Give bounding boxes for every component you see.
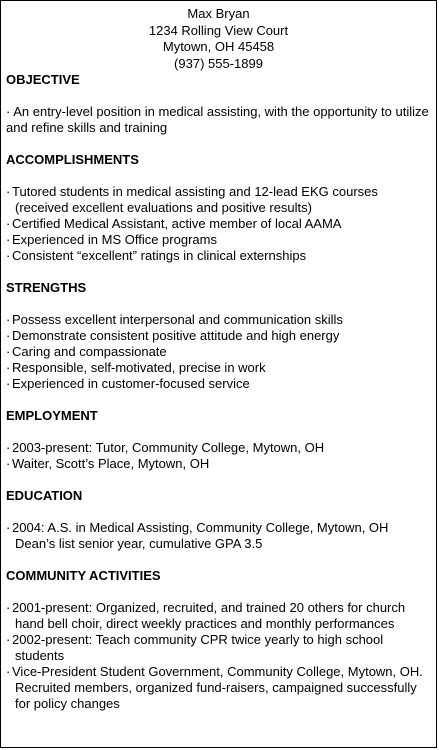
education-list bbox=[6, 520, 431, 552]
list-item: · Experienced in MS Office programs bbox=[6, 232, 217, 247]
section-title-community: COMMUNITY ACTIVITIES bbox=[6, 568, 161, 583]
section-education bbox=[1, 488, 436, 568]
list-item: · 2002-present: Teach community CPR twice yearly to high school students bbox=[6, 632, 384, 663]
list-item: · 2001-present: Organized, recruited, and trained 20 others for church hand bell choir, direct weekly practices and monthly performances bbox=[6, 600, 406, 631]
city-state-zip: Mytown, OH 45458 bbox=[162, 39, 275, 54]
phone-number: (937) 555-1899 bbox=[174, 55, 263, 71]
community-list bbox=[6, 600, 431, 712]
list-item: · Caring and compassionate bbox=[6, 344, 167, 359]
section-community-activities bbox=[1, 568, 436, 712]
section-title-employment: EMPLOYMENT bbox=[6, 408, 98, 423]
list-item: · Responsible, self-motivated, precise in work bbox=[6, 360, 266, 375]
objective-text: · An entry-level position in medical assisting, with the opportunity to utilize and refine skills and training bbox=[6, 104, 429, 135]
list-item: · 2003-present: Tutor, Community College, Mytown, OH bbox=[6, 440, 325, 455]
section-employment bbox=[1, 408, 436, 488]
list-item: · Possess excellent interpersonal and communication skills bbox=[6, 312, 343, 327]
contact-header bbox=[1, 1, 436, 72]
strengths-list bbox=[6, 312, 431, 392]
list-item: · Tutored students in medical assisting and 12-lead EKG courses (received excellent evaluations and positive results) bbox=[6, 184, 378, 215]
list-item: · Consistent “excellent” ratings in clinical externships bbox=[6, 248, 307, 263]
list-item: · Waiter, Scott’s Place, Mytown, OH bbox=[6, 456, 210, 471]
list-item: · Vice-President Student Government, Community College, Mytown, OH. Recruited members, organized fund-raisers, campaigned successfully for policy changes bbox=[6, 664, 423, 711]
street-address: 1234 Rolling View Court bbox=[148, 22, 289, 38]
employment-list bbox=[6, 440, 431, 472]
section-accomplishments bbox=[1, 152, 436, 280]
section-strengths bbox=[1, 280, 436, 408]
list-item: · Demonstrate consistent positive attitude and high energy bbox=[6, 328, 340, 343]
list-item: · 2004: A.S. in Medical Assisting, Community College, Mytown, OH Dean’s list senior year, cumulative GPA 3.5 bbox=[6, 520, 389, 551]
candidate-name: Max Bryan bbox=[187, 6, 250, 21]
accomplishments-list bbox=[6, 184, 431, 264]
section-objective bbox=[1, 72, 436, 152]
section-title-education: EDUCATION bbox=[6, 488, 83, 503]
list-item: · Certified Medical Assistant, active member of local AAMA bbox=[6, 216, 342, 231]
list-item: · Experienced in customer-focused service bbox=[6, 376, 250, 391]
section-title-accomplishments: ACCOMPLISHMENTS bbox=[6, 152, 139, 167]
section-title-strengths: STRENGTHS bbox=[6, 280, 87, 295]
section-title-objective: OBJECTIVE bbox=[6, 72, 80, 87]
